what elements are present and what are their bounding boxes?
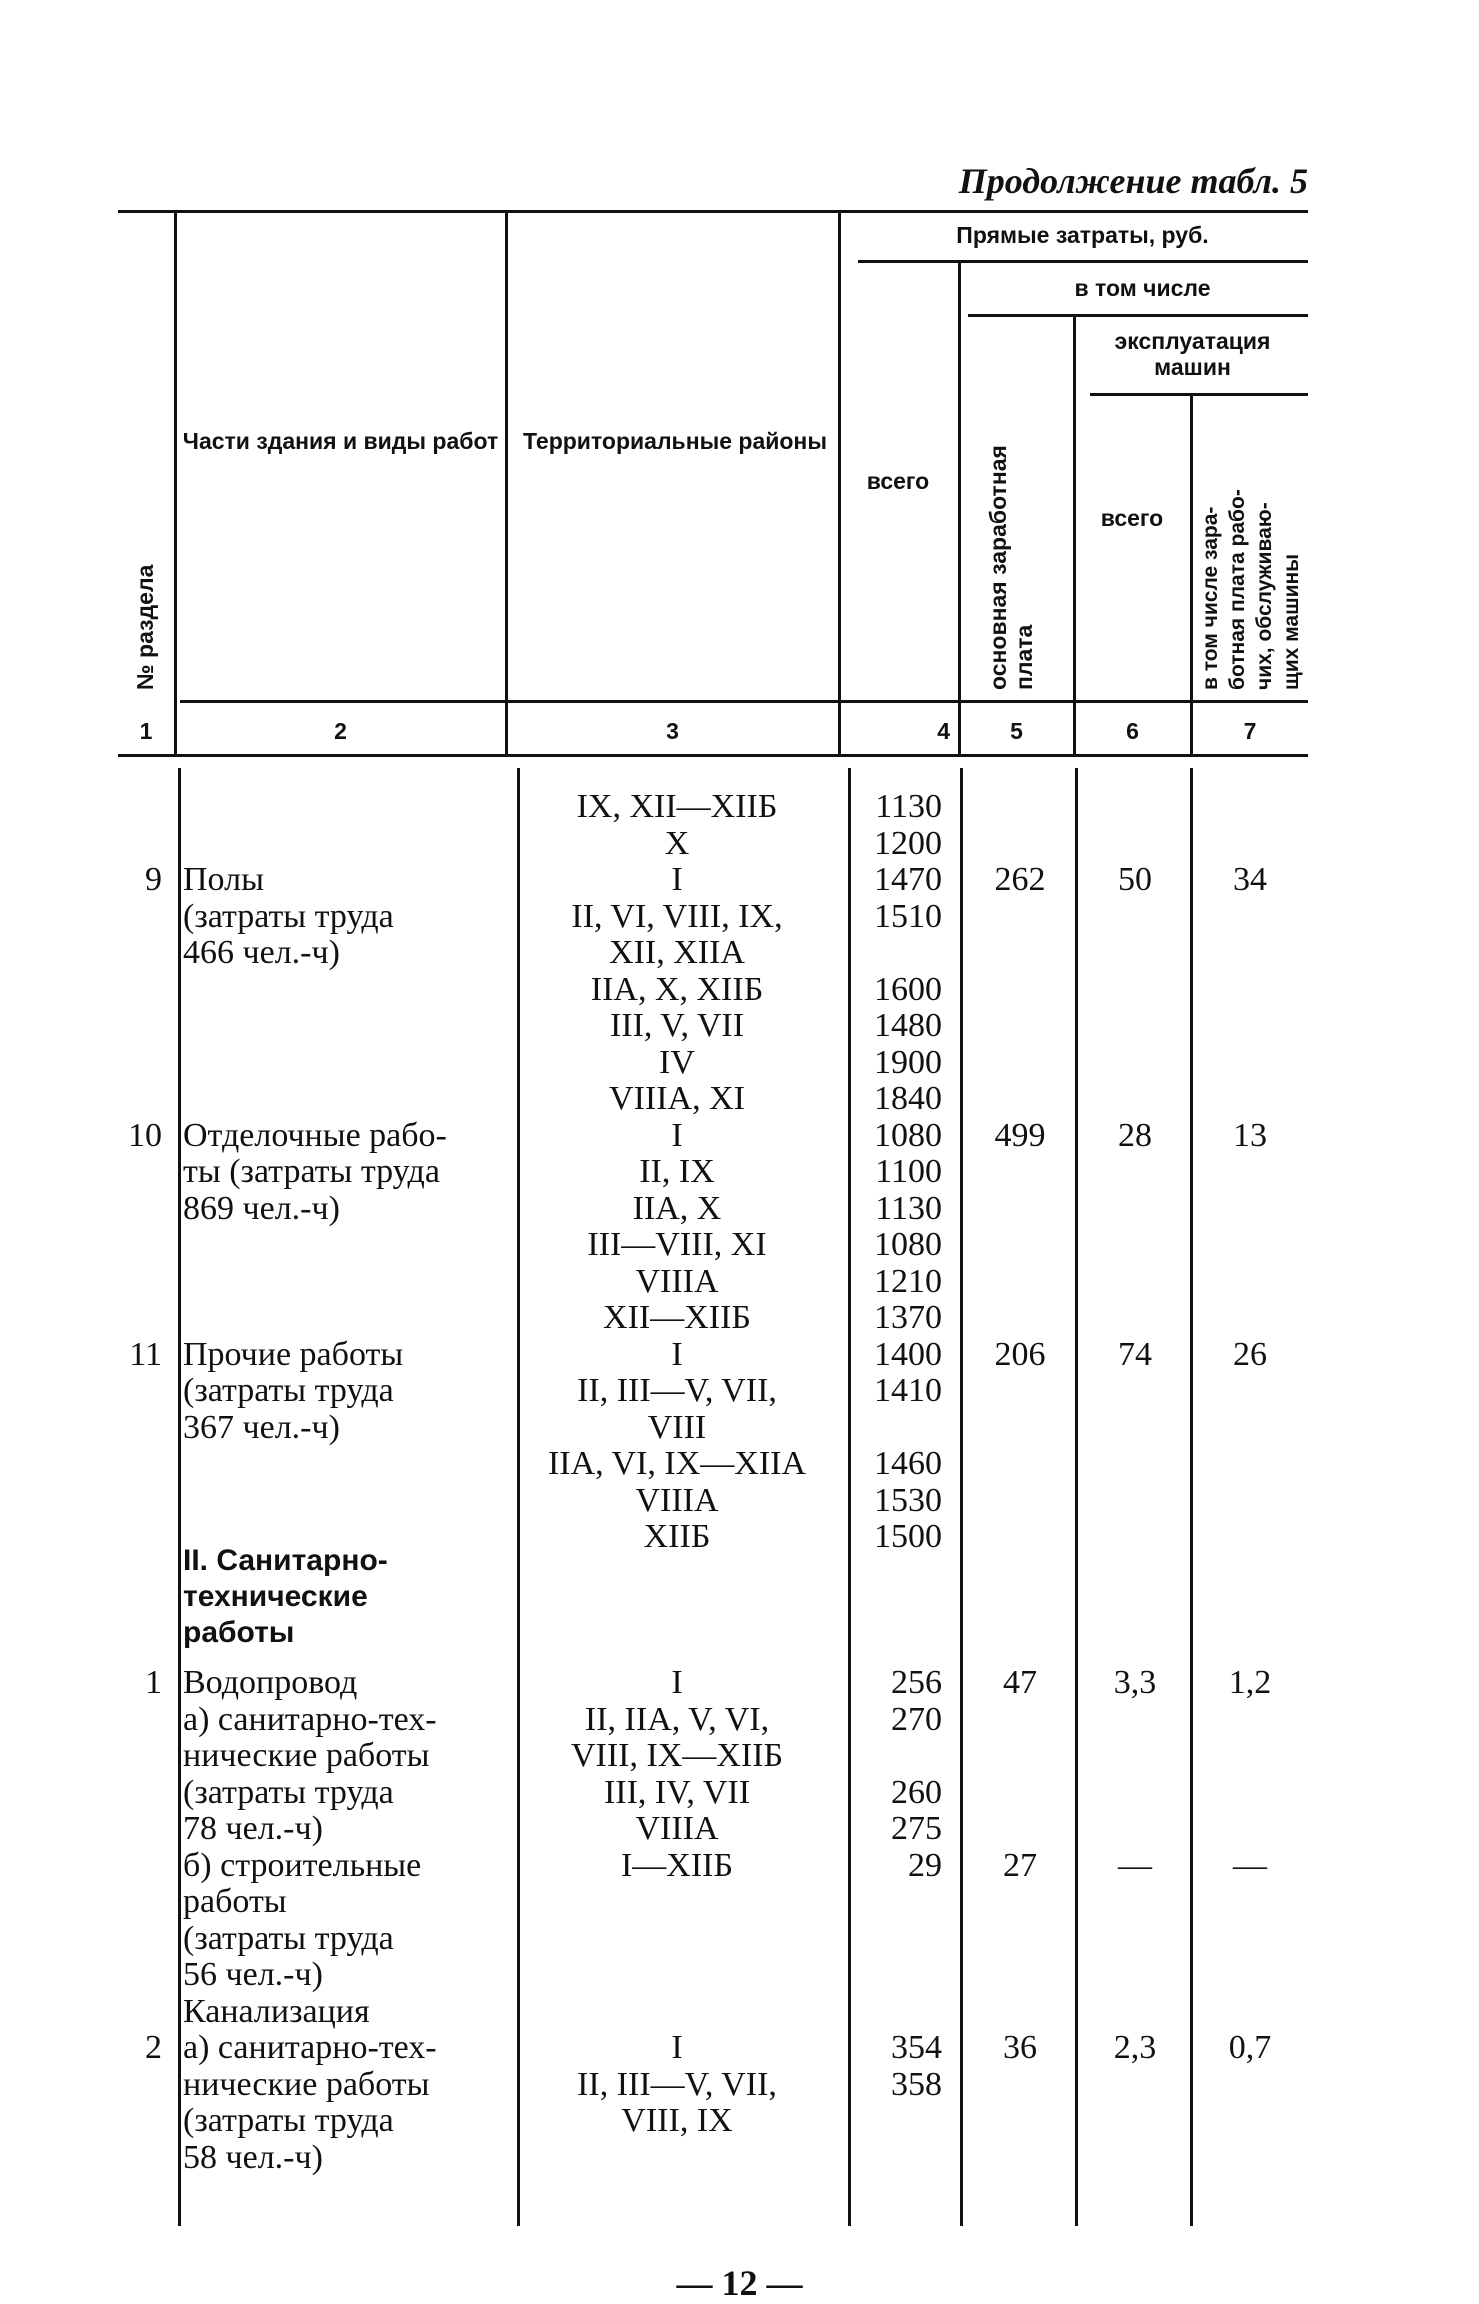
header-machines: эксплуатация машин: [1114, 328, 1271, 380]
work-type-cell: 56 чел.-ч): [183, 1956, 323, 1993]
colnum-bottom-rule: [118, 754, 1308, 757]
work-type-cell: нические работы: [183, 2065, 430, 2103]
body-vline-1: [178, 768, 181, 2226]
machines-total-cell: —: [1118, 1846, 1152, 1884]
header-top-rule: [118, 210, 1308, 213]
column-number: 7: [1243, 718, 1257, 744]
work-type-cell: Канализация: [183, 1992, 370, 2030]
total-cost-cell: 1200: [874, 824, 942, 862]
total-cost-cell: 1410: [874, 1372, 942, 1409]
region-cell: VIIIA: [635, 1481, 719, 1519]
column-number: 3: [666, 718, 679, 744]
work-type-cell: Отделочные рабо-: [183, 1116, 447, 1154]
section-heading-line: работы: [183, 1616, 295, 1649]
region-cell: II, IX: [639, 1153, 715, 1190]
header-operator-wage-line: щих машины: [1280, 553, 1303, 690]
region-cell: XIIБ: [643, 1518, 711, 1555]
region-cell: IIA, X, XIIБ: [590, 970, 764, 1008]
operator-wage-cell: 0,7: [1228, 2029, 1272, 2066]
total-cost-cell: 1370: [874, 1299, 942, 1336]
base-wage-cell: 206: [994, 1335, 1046, 1373]
column-number: 4: [937, 718, 950, 744]
operator-wage-cell: 34: [1233, 861, 1267, 898]
header-parts: Части здания и виды работ: [182, 428, 499, 454]
header-operator-wage-line: в том числе зара-: [1199, 506, 1222, 690]
header-bottom-rule: [180, 700, 1308, 703]
total-cost-cell: 1470: [874, 861, 942, 898]
incl-rule: [968, 314, 1308, 317]
region-cell: VIIIA: [635, 1262, 719, 1300]
base-wage-cell: 27: [1003, 1846, 1037, 1884]
region-cell: XII, XIIA: [609, 934, 745, 971]
machines-total-cell: 2,3: [1113, 2029, 1157, 2066]
work-type-cell: 58 чел.-ч): [183, 2138, 323, 2176]
work-type-cell: работы: [183, 1883, 287, 1920]
header-base-wage-line: плата: [1011, 624, 1037, 690]
base-wage-cell: 36: [1003, 2029, 1037, 2066]
region-cell: IX, XII—XIIБ: [576, 788, 778, 825]
work-type-cell: Полы: [183, 861, 264, 898]
total-cost-cell: 1510: [874, 897, 942, 935]
total-cost-cell: 260: [891, 1773, 942, 1811]
header-base-wage: [985, 445, 1037, 690]
total-cost-cell: 256: [891, 1664, 942, 1701]
column-number: 1: [139, 718, 153, 744]
region-cell: XII—XIIБ: [603, 1299, 751, 1336]
hdr-vline-4: [958, 262, 961, 754]
total-cost-cell: 270: [891, 1700, 942, 1738]
work-type-cell: б) строительные: [183, 1846, 422, 1884]
machines-total-cell: 50: [1118, 861, 1152, 898]
hdr-vline-5: [1073, 316, 1076, 754]
section-heading: [183, 1543, 513, 1651]
column-number: 5: [1010, 718, 1023, 744]
region-cell: X: [664, 824, 690, 862]
total-cost-cell: 1400: [874, 1335, 942, 1373]
work-type-cell: (затраты труда: [183, 1919, 394, 1957]
section-number-cell: 11: [129, 1335, 162, 1373]
region-cell: I: [671, 1664, 683, 1701]
header-operator-wage: [1197, 489, 1305, 690]
region-cell: I: [671, 861, 683, 898]
operator-wage-cell: 26: [1233, 1335, 1267, 1373]
total-cost-cell: 1210: [874, 1262, 942, 1300]
hdr-vline-2: [505, 212, 508, 754]
work-type-cell: 466 чел.-ч): [183, 934, 340, 971]
region-cell: II, IIA, V, VI,: [584, 1700, 770, 1738]
section-heading-line: технические: [183, 1580, 368, 1613]
work-type-cell: Прочие работы: [183, 1335, 404, 1373]
total-cost-cell: 1500: [874, 1518, 942, 1555]
total-cost-cell: 1840: [874, 1080, 942, 1117]
region-cell: III, V, VII: [609, 1007, 745, 1044]
region-cell: IIA, VI, IX—XIIA: [547, 1445, 807, 1482]
region-cell: VIIIA, XI: [609, 1080, 745, 1117]
region-cell: II, III—V, VII,: [577, 2065, 777, 2103]
total-cost-cell: 275: [891, 1810, 942, 1847]
operator-wage-cell: —: [1233, 1846, 1267, 1884]
region-cell: IV: [659, 1043, 695, 1081]
column-number: 6: [1126, 718, 1139, 744]
header-base-wage-line: основная заработная: [985, 445, 1011, 690]
hdr-vline-3: [838, 212, 841, 754]
header-operator-wage-line: чих, обслуживаю-: [1253, 502, 1276, 690]
total-cost-cell: 1600: [874, 970, 942, 1008]
total-cost-cell: 1100: [875, 1153, 942, 1190]
work-type-cell: Водопровод: [183, 1664, 358, 1701]
header-total: всего: [866, 468, 930, 494]
section-heading-line: II. Санитарно-: [183, 1544, 388, 1577]
header-regions: Территориальные районы: [523, 428, 827, 454]
base-wage-cell: 262: [994, 861, 1046, 898]
total-cost-cell: 354: [891, 2029, 942, 2066]
header-section-number: № раздела: [132, 564, 158, 690]
work-type-cell: 367 чел.-ч): [183, 1408, 340, 1446]
machines-total-cell: 74: [1118, 1335, 1152, 1373]
hdr-vline-6: [1190, 395, 1193, 754]
section-number-cell: 9: [145, 861, 162, 898]
direct-costs-rule: [858, 260, 1308, 263]
region-cell: III, IV, VII: [603, 1773, 751, 1811]
header-machines-total: всего: [1100, 505, 1164, 531]
total-cost-cell: 29: [908, 1846, 942, 1884]
work-type-cell: 78 чел.-ч): [183, 1810, 323, 1847]
work-type-cell: (затраты труда: [183, 2102, 394, 2139]
work-type-cell: (затраты труда: [183, 897, 394, 935]
total-cost-cell: 1480: [874, 1007, 942, 1044]
total-cost-cell: 1900: [874, 1043, 942, 1081]
header-direct-costs: Прямые затраты, руб.: [956, 222, 1209, 248]
work-type-cell: а) санитарно-тех-: [183, 2029, 437, 2066]
region-cell: IIA, X: [632, 1189, 722, 1227]
region-cell: VIII, IX: [621, 2102, 733, 2139]
total-cost-cell: 1460: [874, 1445, 942, 1482]
total-cost-cell: 1130: [875, 788, 942, 825]
header-including: в том числе: [1074, 275, 1211, 301]
region-cell: VIII, IX—XIIБ: [570, 1737, 784, 1774]
column-number: 2: [334, 718, 347, 744]
total-cost-cell: 1530: [874, 1481, 942, 1519]
work-type-cell: (затраты труда: [183, 1372, 394, 1409]
region-cell: I: [671, 1335, 683, 1373]
section-number-cell: 1: [145, 1664, 162, 1701]
total-cost-cell: 1080: [874, 1226, 942, 1263]
total-cost-cell: 358: [891, 2065, 942, 2103]
region-cell: II, VI, VIII, IX,: [571, 897, 783, 935]
region-cell: III—VIII, XI: [587, 1226, 767, 1263]
table-caption: Продолжение табл. 5: [958, 161, 1308, 201]
section-number-cell: 2: [145, 2029, 162, 2066]
total-cost-cell: 1080: [874, 1116, 942, 1154]
work-type-cell: 869 чел.-ч): [183, 1189, 340, 1227]
section-number-cell: 10: [128, 1116, 162, 1154]
body-vline-5: [1075, 768, 1078, 2226]
body-vline-4: [960, 768, 963, 2226]
work-type-cell: а) санитарно-тех-: [183, 1700, 437, 1738]
work-type-cell: (затраты труда: [183, 1773, 394, 1811]
body-vline-6: [1190, 768, 1193, 2226]
work-type-cell: нические работы: [183, 1737, 430, 1774]
operator-wage-cell: 1,2: [1228, 1664, 1272, 1701]
header-operator-wage-line: ботная плата рабо-: [1226, 489, 1249, 690]
base-wage-cell: 47: [1003, 1664, 1037, 1701]
machines-total-cell: 3,3: [1113, 1664, 1157, 1701]
region-cell: I—XIIБ: [620, 1846, 734, 1884]
region-cell: VIIIA: [635, 1810, 719, 1847]
page-number: — 12 —: [676, 2263, 803, 2303]
region-cell: VIII: [647, 1408, 707, 1446]
work-type-cell: ты (затраты труда: [183, 1153, 440, 1190]
region-cell: I: [671, 1116, 683, 1154]
machines-total-cell: 28: [1118, 1116, 1152, 1154]
operator-wage-cell: 13: [1233, 1116, 1267, 1154]
hdr-vline-1: [174, 212, 177, 754]
region-cell: II, III—V, VII,: [577, 1372, 777, 1409]
ekspl-rule: [1090, 393, 1308, 396]
region-cell: I: [671, 2029, 683, 2066]
total-cost-cell: 1130: [875, 1189, 942, 1227]
base-wage-cell: 499: [994, 1116, 1046, 1154]
